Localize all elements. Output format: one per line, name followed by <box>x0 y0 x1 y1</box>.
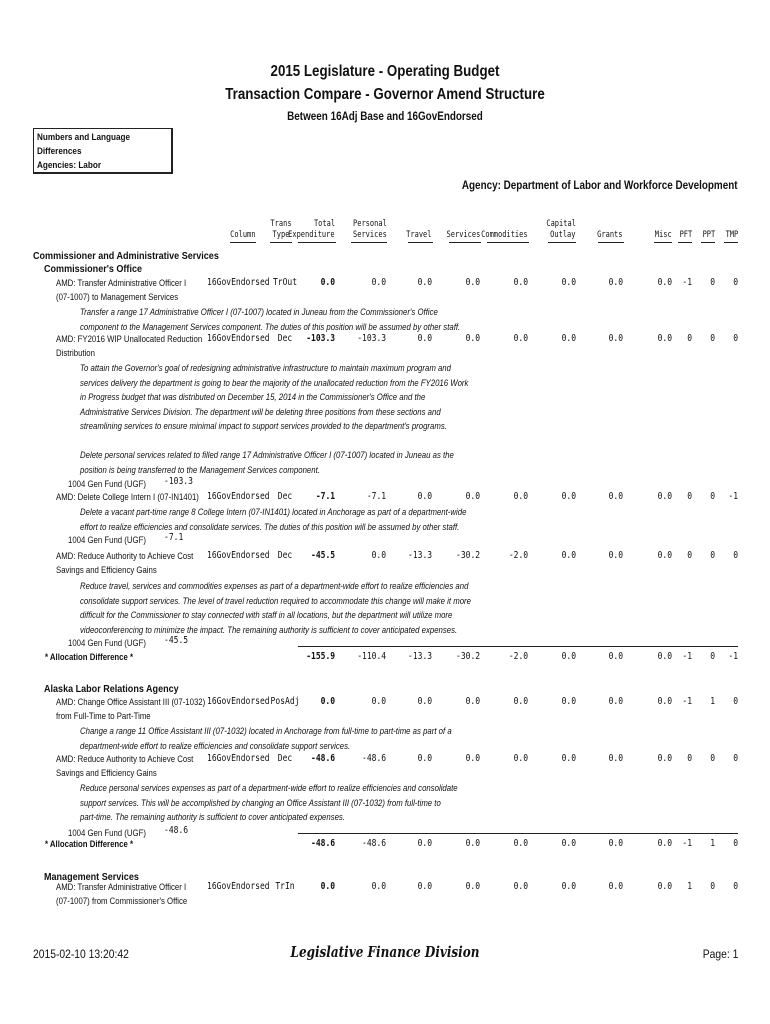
amount-cell: 1 <box>710 696 715 707</box>
amount-cell: 0 <box>687 753 692 764</box>
amount-cell: -30.2 <box>455 550 480 561</box>
amount-cell: 0.0 <box>608 333 623 344</box>
trans-type: Dec <box>277 753 293 764</box>
amount-cell: 0.0 <box>561 753 576 764</box>
amount-cell: 0.0 <box>608 696 623 707</box>
amount-cell: 0.0 <box>513 753 528 764</box>
info-box-line: Numbers and Language <box>37 132 131 143</box>
col-personal-top: Personal <box>353 219 387 229</box>
amount-cell: 0 <box>687 333 692 344</box>
col-column: Column <box>230 230 256 240</box>
amount-cell: 0.0 <box>513 333 528 344</box>
column-value: 16GovEndorsed <box>207 881 270 892</box>
amount-cell: 0 <box>710 881 715 892</box>
amount-cell: -1 <box>728 491 738 502</box>
header-underline <box>298 242 336 243</box>
amount-cell: 0 <box>733 277 738 288</box>
transaction-description: streamlining services to ensure minimal impact to support services provided to the department's programs. <box>80 421 447 432</box>
transaction-label: AMD: Transfer Administrative Officer I <box>56 882 187 893</box>
amount-cell: 0.0 <box>657 881 672 892</box>
amount-cell: 0 <box>733 696 738 707</box>
total-cell: -110.4 <box>357 651 386 662</box>
total-cell: 0 <box>710 651 715 662</box>
amount-cell: 1 <box>687 881 692 892</box>
col-trans-top: Trans <box>270 219 292 229</box>
info-box <box>33 128 173 174</box>
total-cell: -1 <box>682 838 692 849</box>
col-travel: Travel <box>406 230 432 240</box>
transaction-description: component to the Management Services component. The duties of this position will be assumed by other staff. <box>80 321 461 333</box>
amount-cell: 0.0 <box>513 277 528 288</box>
amount-cell: -45.5 <box>310 550 335 561</box>
total-cell: 0.0 <box>657 651 672 662</box>
amount-cell: -7.1 <box>315 491 335 502</box>
fund-source: 1004 Gen Fund (UGF) <box>68 479 146 490</box>
amount-cell: 0 <box>710 491 715 502</box>
transaction-description: Reduce travel, services and commodities expenses as part of a department-wide effort to realize efficiencies and <box>80 581 469 592</box>
total-cell: 0.0 <box>608 651 623 662</box>
col-tmp: TMP <box>725 230 738 240</box>
column-value: 16GovEndorsed <box>207 277 270 288</box>
amount-cell: 0.0 <box>657 491 672 502</box>
amount-cell: 0 <box>733 753 738 764</box>
amount-cell: 0.0 <box>513 491 528 502</box>
amount-cell: 0.0 <box>608 753 623 764</box>
total-cell: 0.0 <box>417 838 432 849</box>
transaction-label-cont: Savings and Efficiency Gains <box>56 565 157 576</box>
amount-cell: 0.0 <box>320 696 335 707</box>
transaction-label: AMD: Reduce Authority to Achieve Cost <box>56 551 194 562</box>
transaction-description: in Progress budget that was distributed on December 15, 2014 in the Commissioner's Office and the <box>80 392 426 403</box>
amount-cell: 0 <box>733 333 738 344</box>
transaction-description: consolidate support services. The level of travel reduction required to accommodate this change will make it more <box>80 595 471 607</box>
header-underline <box>487 242 529 243</box>
trans-type: Dec <box>277 333 293 344</box>
trans-type: Dec <box>277 550 293 561</box>
total-cell: 0 <box>733 838 738 849</box>
column-value: 16GovEndorsed <box>207 753 270 764</box>
amount-cell: 0.0 <box>608 491 623 502</box>
header-underline <box>678 242 692 243</box>
column-value: 16GovEndorsed <box>207 696 270 707</box>
amount-cell: -1 <box>682 696 692 707</box>
info-box-line: Differences <box>37 146 82 157</box>
total-cell: 0.0 <box>465 838 480 849</box>
transaction-description: effort to realize efficiencies and consolidate services. The duties of this position will be assumed by other staff. <box>80 521 460 533</box>
transaction-label: AMD: Reduce Authority to Achieve Cost <box>56 754 194 765</box>
transaction-description: Administrative Services Division. The department will be deleting three positions from these sections and <box>80 406 441 418</box>
subsection-heading: Commissioner's Office <box>44 263 142 275</box>
amount-cell: 0.0 <box>561 696 576 707</box>
amount-cell: 0.0 <box>465 696 480 707</box>
division-name: Legislative Finance Division <box>290 943 480 961</box>
section-heading: Commissioner and Administrative Services <box>33 250 219 262</box>
transaction-label-cont: Distribution <box>56 348 95 359</box>
amount-cell: 0 <box>687 550 692 561</box>
amount-cell: 0.0 <box>417 333 432 344</box>
amount-cell: 0.0 <box>417 881 432 892</box>
header-underline <box>230 242 256 243</box>
total-rule <box>298 833 738 834</box>
amount-cell: 0.0 <box>608 550 623 561</box>
col-capital-top: Capital <box>546 219 576 229</box>
amount-cell: 0.0 <box>657 550 672 561</box>
total-cell: -30.2 <box>455 651 480 662</box>
report-timestamp: 2015-02-10 13:20:42 <box>33 947 129 961</box>
allocation-difference-label: * Allocation Difference * <box>45 652 134 663</box>
header-underline <box>351 242 387 243</box>
trans-type: PosAdj <box>270 696 300 707</box>
col-pft: PFT <box>679 230 692 240</box>
page-number: Page: 1 <box>702 947 738 961</box>
trans-type: TrOut <box>272 277 298 288</box>
total-cell: 0.0 <box>513 838 528 849</box>
transaction-description: videoconferencing to minimize the impact. The remaining authority is sufficient to cover anticipated expenses. <box>80 624 458 636</box>
header-underline <box>270 242 292 243</box>
total-cell: 0.0 <box>608 838 623 849</box>
header-underline <box>449 242 481 243</box>
total-cell: 0.0 <box>561 838 576 849</box>
fund-amount: -7.1 <box>164 532 184 543</box>
transaction-description: difficult for the Commissioner to stay connected with staff in all locations, but the department will utilize more <box>80 610 453 621</box>
amount-cell: 0.0 <box>371 696 386 707</box>
transaction-label-cont: from Full-Time to Part-Time <box>56 711 151 722</box>
amount-cell: -103.3 <box>357 333 386 344</box>
amount-cell: 0.0 <box>561 491 576 502</box>
column-value: 16GovEndorsed <box>207 333 270 344</box>
amount-cell: 0.0 <box>465 333 480 344</box>
allocation-difference-label: * Allocation Difference * <box>45 839 134 850</box>
amount-cell: 0 <box>687 491 692 502</box>
transaction-description: support services. This will be accomplished by changing an Office Assistant III (07-1032) from full-time to <box>80 797 441 809</box>
total-cell: -1 <box>682 651 692 662</box>
amount-cell: 0.0 <box>657 333 672 344</box>
info-box-line: Agencies: Labor <box>37 160 102 171</box>
col-misc: Misc <box>655 230 672 240</box>
col-capital-bottom: Outlay <box>550 230 576 240</box>
transaction-description: Reduce personal services expenses as part of a department-wide effort to realize efficiencies and consolidate <box>80 783 458 794</box>
amount-cell: 0.0 <box>465 753 480 764</box>
total-cell: 0.0 <box>561 651 576 662</box>
fund-amount: -103.3 <box>164 476 193 487</box>
total-cell: 1 <box>710 838 715 849</box>
amount-cell: 0.0 <box>657 753 672 764</box>
fund-source: 1004 Gen Fund (UGF) <box>68 535 146 546</box>
amount-cell: 0.0 <box>513 881 528 892</box>
transaction-description: part-time. The remaining authority is sufficient to cover anticipated expenses. <box>80 812 346 823</box>
amount-cell: -48.6 <box>310 753 335 764</box>
amount-cell: 0 <box>710 753 715 764</box>
header-underline <box>548 242 576 243</box>
agency-title: Agency: Department of Labor and Workforce Development <box>462 180 738 192</box>
total-cell: 0.0 <box>657 838 672 849</box>
transaction-description: Change a range 11 Office Assistant III (07-1032) located in Anchorage from full-time to part-time as part of a <box>80 726 452 737</box>
amount-cell: 0.0 <box>608 277 623 288</box>
transaction-label-cont: (07-1007) to Management Services <box>56 292 179 303</box>
header-underline <box>654 242 672 243</box>
amount-cell: 0.0 <box>417 696 432 707</box>
header-underline <box>701 242 715 243</box>
amount-cell: 0.0 <box>371 277 386 288</box>
amount-cell: -7.1 <box>366 491 386 502</box>
section-heading: Alaska Labor Relations Agency <box>44 683 179 695</box>
amount-cell: -48.6 <box>361 753 386 764</box>
amount-cell: 0.0 <box>657 277 672 288</box>
total-cell: -48.6 <box>310 838 335 849</box>
amount-cell: -103.3 <box>306 333 335 344</box>
header-underline <box>724 242 738 243</box>
col-trans-bottom: Type <box>272 230 290 240</box>
amount-cell: 0.0 <box>320 881 335 892</box>
amount-cell: 0 <box>710 277 715 288</box>
transaction-label: AMD: Delete College Intern I (07-IN1401) <box>56 492 199 503</box>
report-title: 2015 Legislature - Operating Budget <box>270 63 500 80</box>
transaction-description: services delivery the department is going to bear the majority of the unallocated reduction from the FY2016 Work <box>80 377 469 389</box>
amount-cell: 0.0 <box>371 550 386 561</box>
total-cell: -1 <box>728 651 738 662</box>
total-cell: -13.3 <box>407 651 432 662</box>
amount-cell: 0.0 <box>513 696 528 707</box>
amount-cell: -1 <box>682 277 692 288</box>
amount-cell: 0.0 <box>608 881 623 892</box>
transaction-label-cont: Savings and Efficiency Gains <box>56 768 157 779</box>
total-rule <box>298 646 738 647</box>
col-personal-bottom: Services <box>353 230 387 240</box>
total-cell: -48.6 <box>361 838 386 849</box>
amount-cell: 0.0 <box>465 491 480 502</box>
report-subtitle: Transaction Compare - Governor Amend Structure <box>225 86 545 103</box>
col-services: Services <box>446 230 480 240</box>
transaction-description: Delete personal services related to filled range 17 Administrative Officer I (07-1007) located in Juneau as the <box>80 450 454 461</box>
transaction-description: position is being transferred to the Management Services component. <box>80 464 320 476</box>
column-value: 16GovEndorsed <box>207 550 270 561</box>
amount-cell: -13.3 <box>407 550 432 561</box>
transaction-description: Transfer a range 17 Administrative Officer I (07-1007) located in Juneau from the Commissioner's Office <box>80 307 438 318</box>
col-commodities: Commodities <box>481 230 528 240</box>
amount-cell: 0.0 <box>561 881 576 892</box>
amount-cell: 0 <box>733 881 738 892</box>
report-comparison: Between 16Adj Base and 16GovEndorsed <box>287 111 483 123</box>
amount-cell: 0.0 <box>561 550 576 561</box>
transaction-label: AMD: Change Office Assistant III (07-1032) <box>56 697 206 708</box>
column-value: 16GovEndorsed <box>207 491 270 502</box>
transaction-description: Delete a vacant part-time range 8 College Intern (07-IN1401) located in Anchorage as part of a department-wide <box>80 507 467 518</box>
amount-cell: 0.0 <box>320 277 335 288</box>
fund-source: 1004 Gen Fund (UGF) <box>68 638 146 649</box>
amount-cell: 0 <box>733 550 738 561</box>
trans-type: Dec <box>277 491 293 502</box>
amount-cell: 0 <box>710 333 715 344</box>
total-cell: -155.9 <box>306 651 335 662</box>
amount-cell: 0.0 <box>417 753 432 764</box>
amount-cell: 0.0 <box>371 881 386 892</box>
col-ppt: PPT <box>702 230 715 240</box>
header-underline <box>408 242 433 243</box>
amount-cell: 0.0 <box>561 333 576 344</box>
amount-cell: 0.0 <box>561 277 576 288</box>
transaction-description: department-wide effort to realize efficiencies and consolidate support services. <box>80 740 351 752</box>
transaction-label-cont: (07-1007) from Commissioner's Office <box>56 896 188 907</box>
col-total-top: Total <box>313 219 335 229</box>
fund-amount: -48.6 <box>164 825 189 836</box>
trans-type: TrIn <box>275 881 295 892</box>
fund-source: 1004 Gen Fund (UGF) <box>68 828 146 839</box>
fund-amount: -45.5 <box>164 635 189 646</box>
amount-cell: 0.0 <box>465 277 480 288</box>
amount-cell: -2.0 <box>508 550 528 561</box>
col-grants: Grants <box>597 230 623 240</box>
header-underline <box>598 242 624 243</box>
amount-cell: 0 <box>710 550 715 561</box>
amount-cell: 0.0 <box>657 696 672 707</box>
total-cell: -2.0 <box>508 651 528 662</box>
amount-cell: 0.0 <box>417 277 432 288</box>
transaction-label: AMD: Transfer Administrative Officer I <box>56 278 187 289</box>
col-total-bottom: Expenditure <box>288 230 335 240</box>
transaction-label: AMD: FY2016 WIP Unallocated Reduction <box>56 334 203 345</box>
amount-cell: 0.0 <box>417 491 432 502</box>
transaction-description: To attain the Governor's goal of redesigning administrative infrastructure to maintain maximum program and <box>80 363 451 374</box>
section-heading: Management Services <box>44 871 139 883</box>
amount-cell: 0.0 <box>465 881 480 892</box>
